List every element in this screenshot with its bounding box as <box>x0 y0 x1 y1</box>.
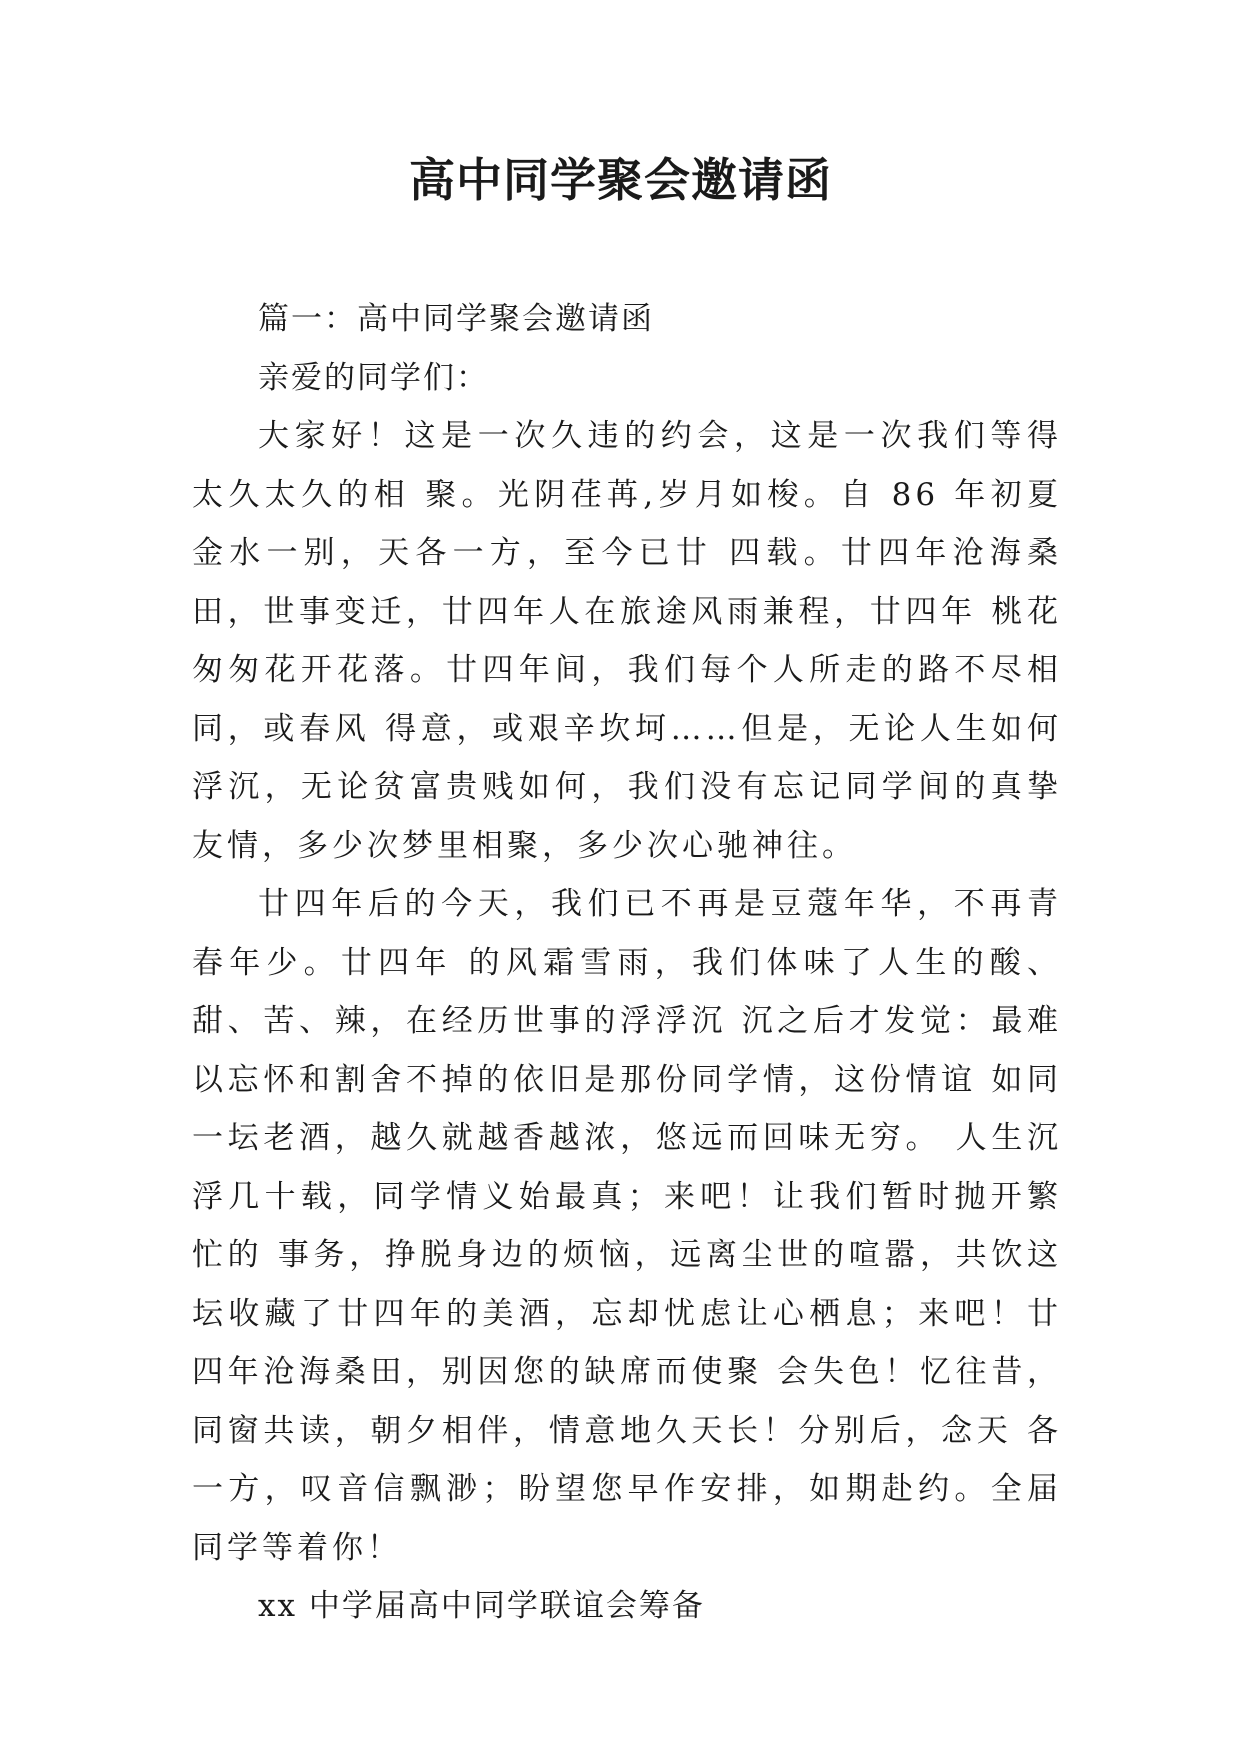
paragraph-1: 大家好！这是一次久违的约会，这是一次我们等得太久太久的相 聚。光阴荏苒,岁月如梭。自 86 年初夏金水一别，天各一方，至今已廿 四载。廿四年沧海桑田，世事变迁，廿四年人在旅途风雨兼程，廿四年 桃花匆匆花开花落。廿四年间，我们每个人所走的路不尽相同，或春风 得意，或艰辛坎坷……但是，无论人生如何浮沉，无论贫富贵贱如何，我们没有忘记同学间的真挚友情，多少次梦里相聚，多少次心驰神往。 <box>192 418 1062 864</box>
paragraph-2: 廿四年后的今天，我们已不再是豆蔻年华，不再青春年少。廿四年 的风霜雪雨，我们体味了人生的酸、甜、苦、辣，在经历世事的浮浮沉 沉之后才发觉：最难以忘怀和割舍不掉的依旧是那份同学情，这份情谊 如同一坛老酒，越久就越香越浓，悠远而回味无穷。 人生沉浮几十载，同学情义始最真；来吧！让我们暂时抛开繁忙的 事务，挣脱身边的烦恼，远离尘世的喧嚣，共饮这坛收藏了廿四年的美酒，忘却忧虑让心栖息；来吧！廿四年沧海桑田，别因您的缺席而使聚 会失色！忆往昔，同窗共读，朝夕相伴，情意地久天长！分别后，念天 各一方，叹音信飘渺；盼望您早作安排，如期赴约。全届同学等着你！ <box>192 886 1062 1566</box>
document-title: 高中同学聚会邀请函 <box>409 153 832 207</box>
greeting: 亲爱的同学们： <box>258 359 489 396</box>
document-body <box>192 290 1062 1636</box>
signature: xx 中学届高中同学联谊会筹备 <box>258 1588 705 1624</box>
section-heading: 篇一：高中同学聚会邀请函 <box>258 301 654 337</box>
